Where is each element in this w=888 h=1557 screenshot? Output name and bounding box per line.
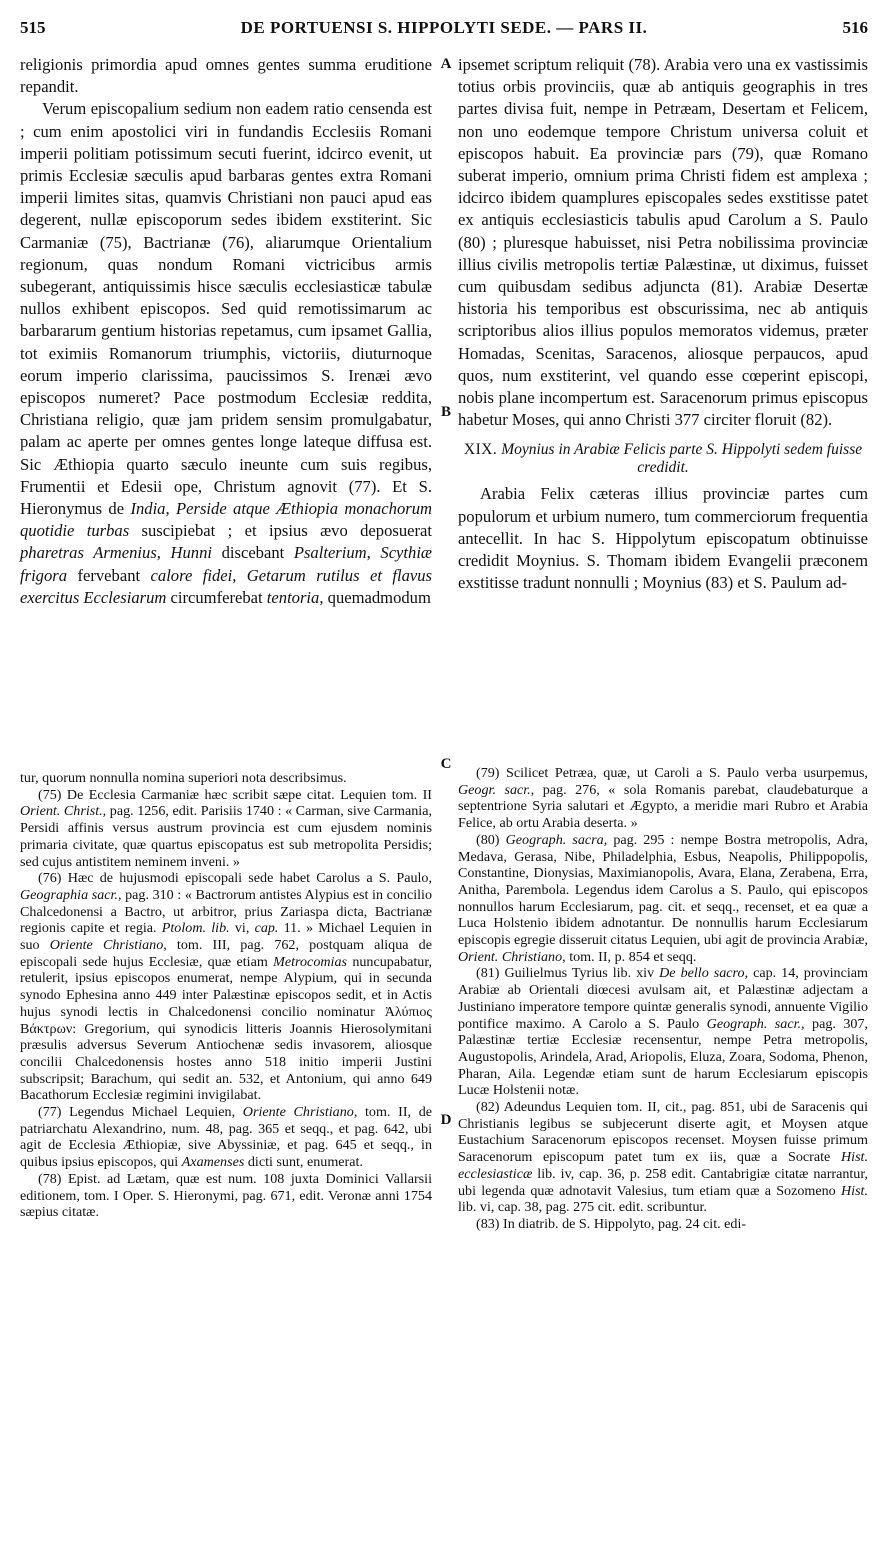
right-footnotes xyxy=(458,765,868,1233)
footnote-79: (79) Scilicet Petræa, quæ, ut Caroli a S. Paulo verba usurpemus, Geogr. sacr., pag. 276, « sola Romanis parebat, claudebaturque a septentrione Syria salutari et Ægypto, a meridie mari Rubro et Arabia Felice, ab ortu Arabia deserta. » xyxy=(458,765,868,832)
section-heading xyxy=(458,441,868,477)
section-number: XIX. xyxy=(463,441,498,459)
paragraph: Arabia Felix cæteras illius provinciæ partes cum populorum et urbium numero, tum commerciorum frequentia antecellit. In hac S. Hippolytum episcopatum obtinuisse credidit Moynius. S. Thomam ibidem Evangelii præconem exstitisse tradunt nonnulli ; Moynius (83) et S. Paulum ad- xyxy=(458,484,868,593)
margin-mark-d: D xyxy=(440,1112,452,1128)
running-title: DE PORTUENSI S. HIPPOLYTI SEDE. — PARS II. xyxy=(240,18,648,37)
page-number-left: 515 xyxy=(20,18,46,37)
left-column-text xyxy=(20,54,432,609)
footnote-80: (80) Geograph. sacra, pag. 295 : nempe Bostra metropolis, Adra, Medava, Gerasa, Nibe, Philadelphia, Esbus, Neapolis, Philippopolis, Constantine, Dionysias, Maximianopolis, Avara, Elana, Zerabena, Erra, Anitha, Parembola. Legendus idem Carolus a S. Paulo, qui episcopos nonnullos harum Ecclesiarum, pag. cit. et seqq., recenset, et ea quæ a Luca Holstenio ibidem adnotantur. De nonnullis harum Ecclesiarum episcopis egregie disseruit citatus Lequien, ubi agit de provincia Arabiæ, Orient. Christiano, tom. II, p. 854 et seqq. xyxy=(458,831,868,965)
footnote-76: (76) Hæc de hujusmodi episcopali sede habet Carolus a S. Paulo, Geographia sacr., pag. 310 : « Bactrorum antistes Alypius est in concilio Chalcedonensi a Bactro, ut arbitror, prius Zariaspa dicta, Bactrianæ regionis capite et regia. Ptolom. lib. vi, cap. 11. » Michael Lequien in suo Oriente Christiano, tom. III, pag. 762, postquam aliqua de episcopali sede hujus Ecclesiæ, quæ etiam Metrocomias nuncupabatur, retulerit, ipsius episcopos enumerat, nempe Alypium, qui in secunda synodo Ephesina anno 449 inter Palæstinæ episcopos sedit, et in Actis hujus synodi lectis in Chalcedonensi concilio nominatur Ἀλύπιος Βάκτρων: Gregorium, qui synodicis litteris Joannis Hierosolymitani præsulis adversus Severum Antiochenæ sedis invasorem, aliosque concilii Chalcedonensis hostes anno 518 initio imperii Justini subscripsit; Barachum, qui sedit an. 532, et Antonium, qui anno 649 Bacathorum Ecclesiæ regimini invigilabat. xyxy=(20,870,433,1104)
footnote-77: (77) Legendus Michael Lequien, Oriente Christiano, tom. II, de patriarchatu Alexandrino, num. 48, pag. 365 et seqq., et pag. 642, ubi agit de Ecclesia Æthiopiæ, sive Abyssiniæ, et pag. 645 et seqq., in quibus ipsius episcopos, qui Axamenses dicti sunt, enumerat. xyxy=(20,1104,432,1171)
footnote-78: (78) Epist. ad Lætam, quæ est num. 108 juxta Dominici Vallarsii editionem, tom. I Oper. S. Hieronymi, pag. 671, edit. Veronæ anni 1754 sæpius citatæ. xyxy=(20,1170,432,1221)
running-header xyxy=(20,18,868,44)
paragraph: ipsemet scriptum reliquit (78). Arabia vero una ex vastissimis totius orbis provinciis, quæ ab antiquis geographis in tres partes divisa fuit, nempe in Petræam, Desertam et Felicem, non uno eodemque tempore Christum universa coluit et episcopos habuit. Ea provinciæ pars (79), quæ Romano suberat imperio, omnium prima Christi fidem est amplexa ; idcirco ibidem quamplures episcopales sedes exstitisse patet ex antiquis ecclesiasticis tabulis apud Carolum a S. Paulo (80) ; pluresque habuisset, nisi Petra nobilissima provinciæ illius civilis metropolis tertiæ Palæstinæ, ut diximus, fuisset cum quibusdam sedibus adjuncta (81). Arabiæ Desertæ historia his temporibus est obscurissima, nec ab antiquis scriptoribus alios illius populos memoratos videmus, præter Homadas, Scenitas, Saracenos, aliosque perpaucos, apud quos, num exstiterint, vel quando esse cœperint episcopi, nobis plane incompertum est. Saracenorum primus episcopus habetur Moses, qui anno Christi 377 circiter floruit (82). xyxy=(458,55,868,430)
footnote-75: (75) De Ecclesia Carmaniæ hæc scribit sæpe citat. Lequien tom. II Orient. Christ., pag. 1256, edit. Parisiis 1740 : « Carman, sive Carmania, Persidi affinis versus austrum provincia est cum ejusdem nominis primaria civitate, quæ quartus episcopatus est sub metropolita Persidis; sed cujus antistitem neminem inveni. » xyxy=(20,786,432,870)
margin-mark-b: B xyxy=(440,404,451,420)
right-column-text xyxy=(458,54,868,594)
footnote-83: (83) In diatrib. de S. Hippolyto, pag. 24 cit. edi- xyxy=(476,1215,747,1232)
left-footnotes xyxy=(20,770,432,1221)
margin-mark-a: A xyxy=(440,56,452,72)
section-title: Moynius in Arabiæ Felicis parte S. Hippolyti sedem fuisse credidit. xyxy=(501,441,863,477)
footnote-continuation: tur, quorum nonnulla nomina superiori nota describsimus. xyxy=(20,770,347,786)
margin-mark-c: C xyxy=(440,756,452,772)
page-number-right: 516 xyxy=(842,18,868,37)
footnote-81: (81) Guilielmus Tyrius lib. xiv De bello sacro, cap. 14, provinciam Arabiæ ab Orientali diœcesi avulsam ait, et Palæstinæ adjectam a Justiniano imperatore tempore quintæ generalis synodi, annuente Vigilio pontifice maximo. A Carolo a S. Paulo Geograph. sacr., pag. 307, Palæstinæ tertiæ Ecclesiæ recensentur, nempe Petra metropolis, Augustopolis, Arindela, Arad, Ariopolis, Eluza, Zoara, Sodoma, Phenon, Pharan, Aila. Legendæ etiam sunt de harum Ecclesiarum episcopis Lucæ Holstenii notæ. xyxy=(458,965,869,1099)
paragraph: Verum episcopalium sedium non eadem ratio censenda est ; cum enim apostolici viri in fundandis Ecclesiis Romani imperii politiam potissimum secuti fuerint, idcirco evenit, ut primis Ecclesiæ sæculis apud barbaras gentes extra Romani imperii limites sitas, quamvis Christiani non pauci apud eas degerent, nullæ episcoporum sedes ibidem exstiterint. Sic Carmaniæ (75), Bactrianæ (76), aliarumque Orientalium regionum, quas nondum Romani victricibus armis subegerant, antiquissimis hisce sæculis ecclesiasticæ tabulæ nullos exhibent episcopos. Sed quid remotissimarum ac barbararum gentium historias repetamus, cum ipsamet Gallia, tot eximiis Romanorum triumphis, victoriis, diuturnoque eorum imperio clarissima, paucissimos S. Irenæi ævo episcopos numeret? Pace postmodum Ecclesiæ reddita, Christiana religio, quæ jam pridem sensim promulgabatur, palam ac aperte per omnes gentes longe lateque diffusa est. Sic Æthiopia quarto sæculo ineunte cum suis regibus, Frumentii et Edesii ope, Christum agnovit (77). Et S. Hieronymus de India, Perside atque Æthiopia monachorum quotidie turbas suscipiebat ; et ipsius ævo deposuerat pharetras Armenius, Hunni discebant Psalterium, Scythiæ frigora fervebant calore fidei, Getarum rutilus et flavus exercitus Ecclesiarum circumferebat tentoria, quemadmodum xyxy=(20,99,433,607)
paragraph: religionis primordia apud omnes gentes summa eruditione repandit. xyxy=(20,55,432,97)
footnote-82: (82) Adeundus Lequien tom. II, cit., pag. 851, ubi de Saracenis qui Christianis legibus se subjecerunt diserte agit, et Moysen atque Eustachium Saracenorum episcopos recenset. Moysen fuisse primum Saracenorum episcopum patet tum ex iis, quæ a Socrate Hist. ecclesiasticæ lib. iv, cap. 36, p. 258 edit. Cantabrigiæ citatæ narrantur, ubi legenda quæ adnotavit Valesius, tum etiam quæ a Sozomeno Hist. lib. vi, cap. 38, pag. 275 cit. edit. scribuntur. xyxy=(458,1099,868,1216)
